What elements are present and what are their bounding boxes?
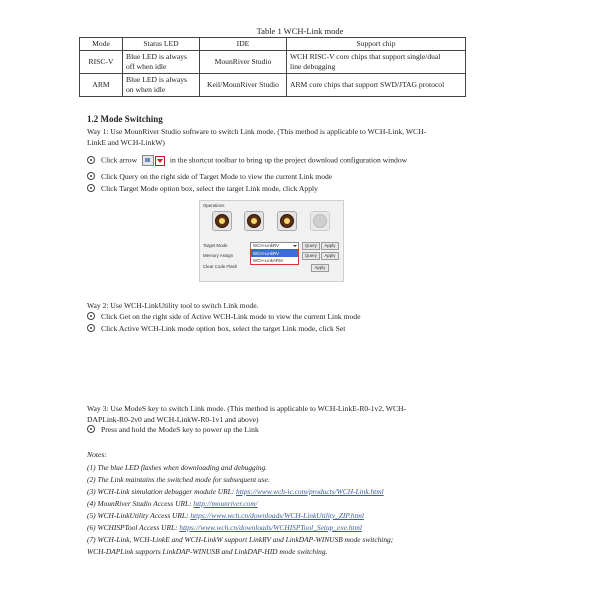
- query-button[interactable]: Query: [302, 242, 320, 250]
- note-6-text: (6) WCHISPTool Access URL:: [87, 523, 180, 532]
- cell-status-led: [123, 51, 200, 74]
- lock-button[interactable]: [277, 211, 297, 231]
- note-4-text: (4) MounRiver Studio Access URL:: [87, 499, 194, 508]
- bullet-icon: [87, 324, 95, 332]
- way2-line: Way 2: Use WCH-LinkUtility tool to switch Link mode.: [87, 301, 259, 310]
- disabled-button[interactable]: [310, 211, 330, 231]
- way3-bullet-1: [87, 425, 259, 434]
- chip-line-1: WCH RISC-V core chips that support single/dual: [290, 52, 441, 61]
- unlock-icon: [313, 214, 327, 228]
- way2-bullet-1: [87, 312, 360, 321]
- note-5: [87, 511, 364, 520]
- target-mode-label: Target Mode: [203, 243, 228, 248]
- led-line-1: Blue LED is always: [126, 52, 187, 61]
- col-header-support-chip: Support chip: [287, 38, 466, 51]
- note-6: [87, 523, 362, 532]
- linkutility-url[interactable]: https://www.wch.cn/downloads/WCH-LinkUtility_ZIP.html: [190, 511, 364, 520]
- section-heading: 1.2 Mode Switching: [87, 114, 163, 124]
- cell-mode: ARM: [80, 74, 123, 97]
- wch-link-url[interactable]: https://www.wch-ic.com/products/WCH-Link.html: [236, 487, 384, 496]
- memory-query-button[interactable]: Query: [302, 252, 320, 260]
- bullet-icon: [87, 425, 95, 433]
- table-row: [80, 51, 466, 74]
- way1-line-2: LinkE and WCH-LinkW): [87, 138, 165, 147]
- target-mode-dropdown: [250, 249, 299, 265]
- col-header-mode: Mode: [80, 38, 123, 51]
- note-7-line-1: (7) WCH-Link, WCH-LinkE and WCH-LinkW support LinkRV and LinkDAP-WINUSB mode switching;: [87, 535, 394, 544]
- way1-b3-text: Click Target Mode option box, select the target Link mode, click Apply: [101, 184, 318, 193]
- way1-line-1: Way 1: Use MounRiver Studio software to switch Link mode. (This method is applicable to WCH-Link, WCH-: [87, 127, 427, 136]
- way1-b2-text: Click Query on the right side of Target Mode to view the current Link mode: [101, 172, 333, 181]
- cell-mode: RISC-V: [80, 51, 123, 74]
- download-button[interactable]: [244, 211, 264, 231]
- dropdown-arrow-icon[interactable]: [155, 156, 165, 166]
- way3-line-1: Way 3: Use ModeS key to switch Link mode. (This method is applicable to WCH-LinkE-R0-1v2, WCH-: [87, 404, 407, 413]
- note-1: (1) The blue LED flashes when downloading and debugging.: [87, 463, 268, 472]
- dialog-title: Operations: [203, 203, 225, 208]
- mode-table: [79, 37, 466, 97]
- toolbar-icons: [142, 155, 165, 166]
- way1-bullet-3: [87, 184, 318, 193]
- bullet-icon: [87, 172, 95, 180]
- apply-button[interactable]: Apply: [321, 242, 339, 250]
- way2-b2-text: Click Active WCH-Link mode option box, select the target Link mode, click Set: [101, 324, 346, 333]
- note-7-line-2: WCH-DAPLink supports LinkDAP-WINUSB and LinkDAP-HID mode switching.: [87, 547, 328, 556]
- notes-heading: Notes:: [87, 450, 107, 459]
- note-3: [87, 487, 384, 496]
- bullet-icon: [87, 184, 95, 192]
- chip-core-icon: [251, 218, 257, 224]
- bullet-icon: [87, 156, 95, 164]
- cell-support-chip: ARM core chips that support SWD/JTAG protocol: [287, 74, 466, 97]
- chevron-down-icon: [293, 245, 297, 247]
- way1-bullet-1: [87, 155, 407, 166]
- clear-code-flash-label: Clear Code Flash: [203, 264, 238, 269]
- option-linkrv[interactable]: WCH-LinkRV: [251, 250, 298, 257]
- way2-b1-text: Click Get on the right side of Active WCH-Link mode to view the current Link mode: [101, 312, 361, 321]
- table-header-row: [80, 38, 466, 51]
- led-line-2: off when idle: [126, 62, 167, 71]
- way3-line-2: DAPLink-R0-2v0 and WCH-LinkW-R0-1v1 and above): [87, 415, 259, 424]
- cell-ide: MounRiver Studio: [200, 51, 287, 74]
- col-header-ide: IDE: [200, 38, 287, 51]
- note-3-text: (3) WCH-Link simulation debugger module URL:: [87, 487, 237, 496]
- chip-line-2: line debugging: [290, 62, 336, 71]
- way1-b1-pre: Click arrow: [101, 155, 138, 165]
- memory-assign-label: Memory Assign: [203, 253, 234, 258]
- operations-dialog: [199, 200, 344, 282]
- way3-b1-text: Press and hold the ModeS key to power up the Link: [101, 425, 259, 434]
- wchisptool-url[interactable]: https://www.wch.cn/downloads/WCHISPTool_Setup_exe.html: [179, 523, 362, 532]
- way1-b1-post: in the shortcut toolbar to bring up the project download configuration window: [169, 155, 408, 165]
- col-header-status-led: Status LED: [123, 38, 200, 51]
- clear-apply-button[interactable]: Apply: [311, 264, 329, 272]
- memory-apply-button[interactable]: Apply: [321, 252, 339, 260]
- note-2: (2) The Link maintains the switched mode for subsequent use.: [87, 475, 270, 484]
- way1-bullet-2: [87, 172, 332, 181]
- cell-support-chip: [287, 51, 466, 74]
- lock-core-icon: [284, 218, 290, 224]
- cell-ide: Keil/MounRiver Studio: [200, 74, 287, 97]
- way2-bullet-2: [87, 324, 345, 333]
- table-row: [80, 74, 466, 97]
- note-5-text: (5) WCH-LinkUtility Access URL:: [87, 511, 191, 520]
- chip-core-icon: [219, 218, 225, 224]
- table-caption: Table 1 WCH-Link mode: [256, 26, 344, 36]
- led-line-1: Blue LED is always: [126, 75, 187, 84]
- bullet-icon: [87, 312, 95, 320]
- led-line-2: on when idle: [126, 85, 166, 94]
- query-mode-button[interactable]: [212, 211, 232, 231]
- option-linkarm[interactable]: WCH-LinkARM: [253, 258, 283, 263]
- cell-status-led: [123, 74, 200, 97]
- mounriver-url[interactable]: http://mounriver.com/: [193, 499, 258, 508]
- note-4: [87, 499, 258, 508]
- target-mode-value: WCH-LinkRV: [253, 243, 280, 248]
- download-config-icon: [142, 155, 154, 166]
